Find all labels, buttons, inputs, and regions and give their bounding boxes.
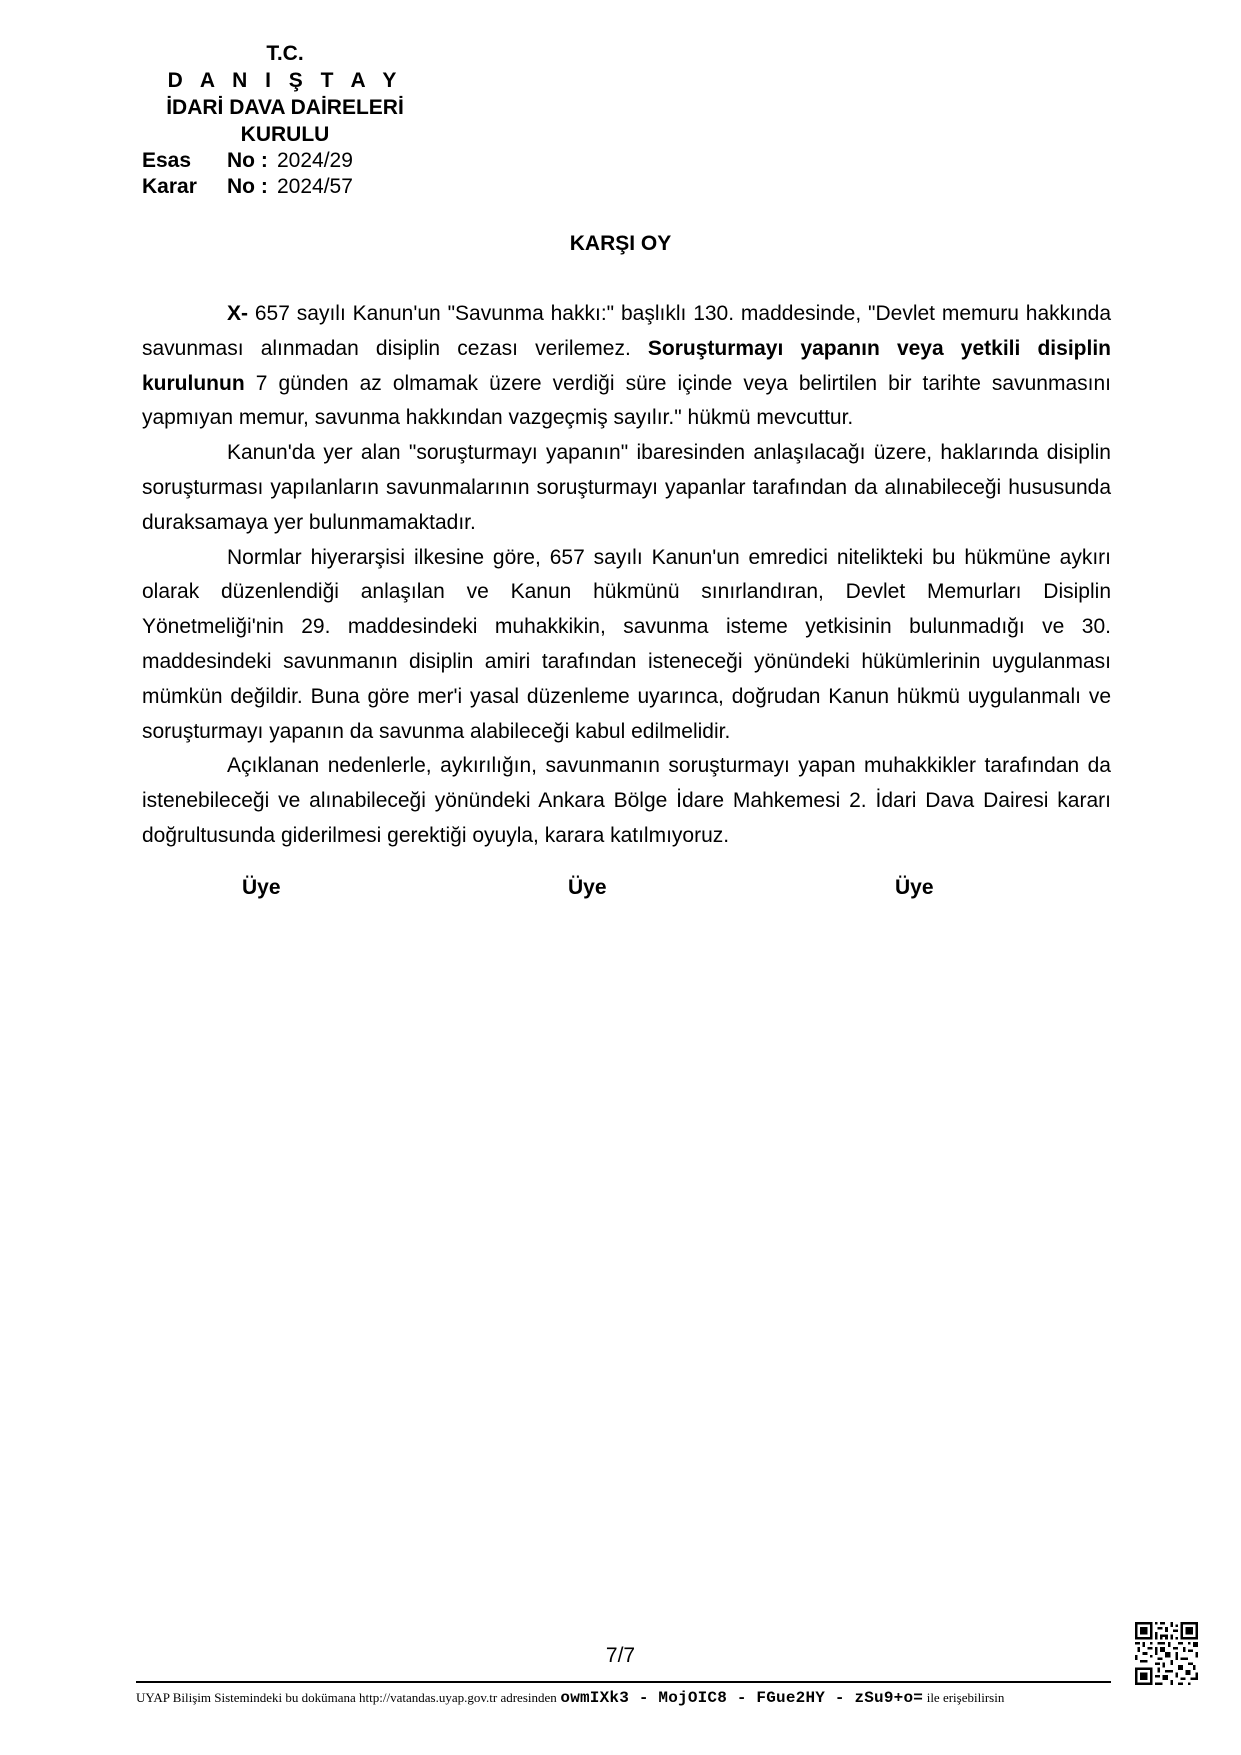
signature-member-1: Üye [242, 876, 281, 899]
esas-value: 2024/29 [277, 149, 353, 172]
paragraph-4: Açıklanan nedenlerle, aykırılığın, savunmanın soruşturmayı yapan muhakkikler tarafından da istenebileceği ve alınabileceği yönündeki Ankara Bölge İdare Mahkemesi 2. İdari Dava Dairesi kararı doğrultusunda giderilmesi gerektiği oyuyla, karara katılmıyoruz. [142, 754, 1111, 847]
signature-member-2: Üye [568, 876, 607, 899]
esas-label: Esas [142, 149, 192, 172]
header-idari-dava: İDARİ DAVA DAİRELERİ [166, 96, 404, 119]
footer-divider [136, 1681, 1111, 1683]
paragraph-3: Normlar hiyerarşisi ilkesine göre, 657 sayılı Kanun'un emredici nitelikteki bu hükmüne aykırı olarak düzenlendiği anlaşılan ve Kanun hükmünü sınırlandıran, Devlet Memurları Disiplin Yönetmeliği'nin 29. maddesindeki muhakkikin, savunma isteme yetkisinin bulunmadığı ve 30. maddesindeki savunmanın disiplin amiri tarafından isteneceği yönündeki hükümlerinin uygulanması mümkün değildir. Buna göre mer'i yasal düzenleme uyarınca, doğrudan Kanun hükmü uygulanmalı ve soruşturmayı yapanın da savunma alabileceği kabul edilmelidir. [142, 545, 1111, 743]
footer-access-code: owmIXk3 - MojOIC8 - FGue2HY - zSu9+o= [560, 1689, 924, 1707]
paragraph-2: Kanun'da yer alan "soruşturmayı yapanın" ibaresinden anlaşılacağı üzere, haklarında disiplin soruşturması yapılanların savunmalarının soruşturmayı yapanlar tarafından da alınabileceği hususunda duraksamaya yer bulunmamaktadır. [142, 441, 1111, 534]
paragraph-1-text-a: 657 sayılı Kanun'un "Savunma hakkı:" başlıklı 130. maddesinde, "Devlet memuru hakkında savunması alınmadan disiplin cezası verilemez. [142, 302, 1111, 360]
paragraph-1-text-b: 7 günden az olmamak üzere verdiği süre içinde veya belirtilen bir tarihte savunmasını yapmıyan memur, savunma hakkından vazgeçmiş sayılır." hükmü mevcuttur. [142, 371, 1111, 430]
paragraph-1-lead: X- [227, 302, 248, 325]
paragraph-1-bold: Soruşturmayı yapanın veya yetkili disiplin kurulunun [142, 336, 1111, 395]
paragraph-1 [142, 297, 1111, 436]
header-kurulu: KURULU [240, 123, 330, 146]
karar-value: 2024/57 [277, 175, 353, 198]
document-title: KARŞI OY [569, 232, 672, 255]
header-tc: T.C. [266, 42, 304, 65]
footer-suffix: ile erişebilirsin [926, 1690, 1005, 1705]
signature-member-3: Üye [895, 876, 934, 899]
footer-prefix: UYAP Bilişim Sistemindeki bu dokümana http://vatandas.uyap.gov.tr adresinden [136, 1690, 557, 1705]
karar-no-label: No : [227, 175, 268, 198]
court-header [140, 40, 430, 148]
karar-label: Karar [142, 175, 197, 198]
uyap-footer [136, 1688, 1121, 1708]
page-number: 7/7 [605, 1644, 636, 1667]
header-danistay: D A N I Ş T A Y [167, 69, 403, 92]
document-body [142, 297, 1111, 854]
esas-no-label: No : [227, 149, 268, 172]
qr-code-icon [1135, 1622, 1198, 1685]
